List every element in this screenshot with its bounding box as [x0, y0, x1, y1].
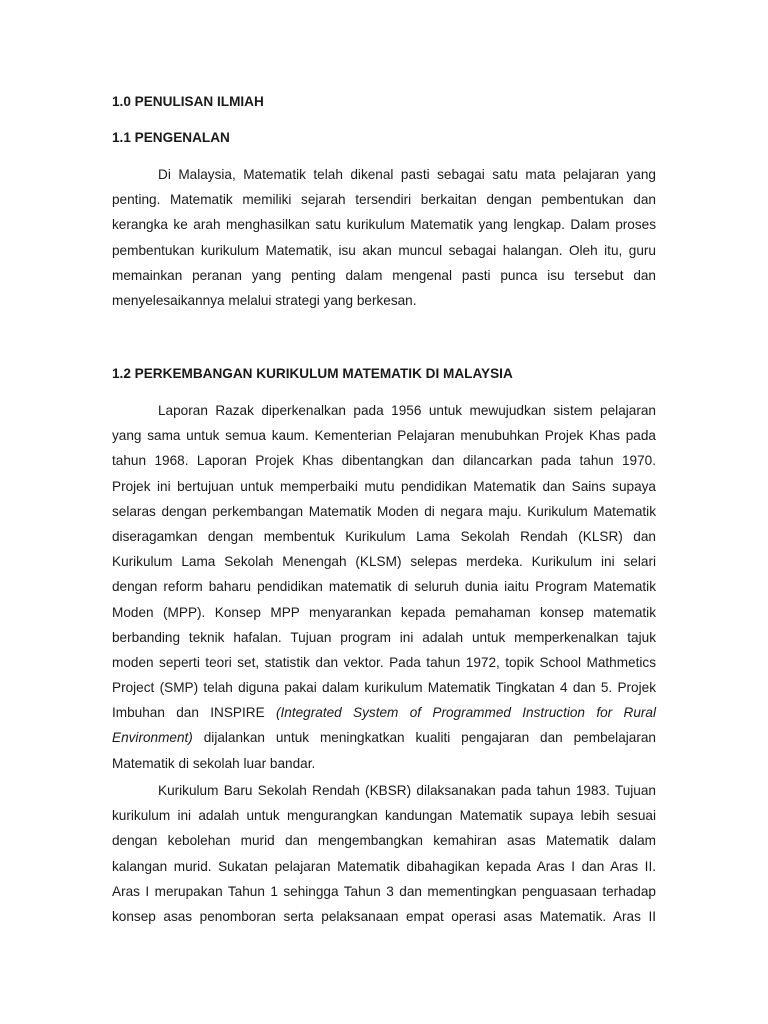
italic-text-segment: Environment) — [112, 730, 193, 746]
paragraph-perkembangan — [112, 398, 656, 776]
text-line: pembentukan kurikulum Matematik, isu akan muncul sebagai halangan. Oleh itu, guru — [112, 242, 656, 258]
text-line: konsep asas penomboran serta pelaksanaan empat operasi asas Matematik. Aras II — [112, 908, 656, 924]
heading-perkembangan-kurikulum: 1.2 PERKEMBANGAN KURIKULUM MATEMATIK DI MALAYSIA — [112, 366, 513, 381]
heading-pengenalan: 1.1 PENGENALAN — [112, 130, 230, 145]
text-segment: Imbuhan dan INSPIRE — [112, 705, 265, 721]
text-line: kalangan murid. Sukatan pelajaran Matematik dibahagikan kepada Aras I dan Aras II. — [112, 858, 656, 874]
text-line: menyelesaikannya melalui strategi yang berkesan. — [112, 292, 417, 308]
text-line-mixed — [112, 700, 656, 725]
text-line: Kurikulum Lama Sekolah Menengah (KLSM) selepas merdeka. Kurikulum ini selari — [112, 554, 656, 570]
text-line: Moden (MPP). Konsep MPP menyarankan kepada pemahaman konsep matematik — [112, 604, 656, 620]
paragraph-pengenalan — [112, 162, 656, 313]
text-line: moden seperti teori set, statistik dan vektor. Pada tahun 1972, topik School Mathmetics — [112, 654, 656, 670]
text-line: penting. Matematik memiliki sejarah tersendiri berkaitan dengan pembentukan dan — [112, 192, 656, 208]
text-line: tahun 1968. Laporan Projek Khas dibentangkan dan dilancarkan pada tahun 1970. — [112, 453, 656, 469]
text-line: selaras dengan perkembangan Matematik Moden di negara maju. Kurikulum Matematik — [112, 503, 656, 519]
text-line: dengan kebolehan murid dan mengembangkan kemahiran asas Matematik dalam — [112, 833, 656, 849]
text-line: kurikulum ini adalah untuk mengurangkan kandungan Matematik supaya lebih sesuai — [112, 808, 656, 824]
text-line: Kurikulum Baru Sekolah Rendah (KBSR) dilaksanakan pada tahun 1983. Tujuan — [158, 783, 656, 798]
text-line: kerangka ke arah menghasilkan satu kurikulum Matematik yang lengkap. Dalam proses — [112, 217, 656, 233]
text-line-mixed — [112, 725, 656, 750]
text-line: Laporan Razak diperkenalkan pada 1956 untuk mewujudkan sistem pelajaran — [158, 403, 656, 418]
text-line: Project (SMP) telah diguna pakai dalam kurikulum Matematik Tingkatan 4 dan 5. Projek — [112, 680, 656, 696]
text-line: memainkan peranan yang penting dalam mengenal pasti punca isu tersebut dan — [112, 267, 656, 283]
text-line: Matematik di sekolah luar bandar. — [112, 755, 316, 771]
text-line: Aras I merupakan Tahun 1 sehingga Tahun 3 dan mementingkan penguasaan terhadap — [112, 883, 656, 899]
text-line: diseragamkan dengan membentuk Kurikulum Lama Sekolah Rendah (KLSR) dan — [112, 528, 656, 544]
text-line: Projek ini bertujuan untuk memperbaiki mutu pendidikan Matematik dan Sains supaya — [112, 478, 656, 494]
text-segment: dijalankan untuk meningkatkan kualiti pengajaran dan pembelajaran — [203, 730, 656, 746]
paragraph-kbsr — [112, 778, 656, 929]
text-line: dengan reform baharu pendidikan matematik di seluruh dunia iaitu Program Matematik — [112, 579, 656, 595]
text-line: yang sama untuk semua kaum. Kementerian Pelajaran menubuhkan Projek Khas pada — [112, 428, 656, 444]
italic-text-segment: (Integrated System of Programmed Instruction for Rural — [275, 705, 657, 721]
heading-penulisan-ilmiah: 1.0 PENULISAN ILMIAH — [112, 94, 264, 109]
text-line: Di Malaysia, Matematik telah dikenal pasti sebagai satu mata pelajaran yang — [158, 167, 656, 182]
text-line: berbanding teknik hafalan. Tujuan program ini adalah untuk memperkenalkan tajuk — [112, 629, 656, 645]
